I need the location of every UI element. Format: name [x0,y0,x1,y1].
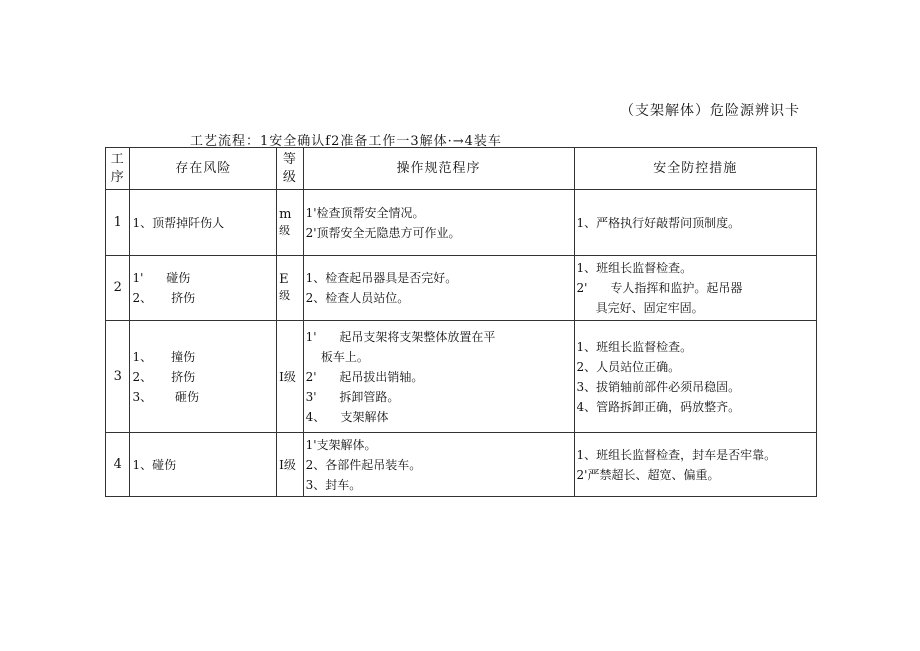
procedure-cell: 1、检查起吊器具是否完好。 2、检查人员站位。 [303,256,574,321]
hazard-table [105,147,817,497]
procedure-cell: 1' 起吊支架将支架整体放置在平 板车上。 2' 起吊拔出销轴。 3' 拆卸管路。 4、 支架解体 [303,321,574,433]
measures-cell: 1、班组长监督检查。 2' 专人指挥和监护。起吊器 具完好、固定牢固。 [574,256,816,321]
table-row [106,190,817,256]
risk-cell: 1' 碰伤 2、 挤伤 [130,256,277,321]
table-row [106,321,817,433]
header-grade: 等 级 [277,148,303,190]
header-row [106,148,817,190]
card-title: （支架解体）危险源辨识卡 [620,103,800,119]
table-row [106,433,817,497]
measures-cell: 1、严格执行好敲帮问顶制度。 [574,190,816,256]
header-procedure: 操作规范程序 [303,148,574,190]
header-risk: 存在风险 [130,148,277,190]
procedure-cell: 1'支架解体。 2、各部件起吊装车。 3、封车。 [303,433,574,497]
process-flow: 工艺流程：1安全确认f2准备工作一3解体·→4装车 [190,134,502,149]
step-number: 1 [106,190,130,256]
grade-cell: m 级 [277,190,303,256]
table-row [106,256,817,321]
risk-cell: 1、 撞伤 2、 挤伤 3、 砸伤 [130,321,277,433]
risk-cell: 1、碰伤 [130,433,277,497]
step-number: 4 [106,433,130,497]
header-step: 工 序 [106,148,130,190]
grade-cell: I级 [277,321,303,433]
header-measures: 安全防控措施 [574,148,816,190]
procedure-cell: 1'检查顶帮安全情况。 2'顶帮安全无隐患方可作业。 [303,190,574,256]
step-number: 3 [106,321,130,433]
measures-cell: 1、班组长监督检查，封车是否牢靠。 2'严禁超长、超宽、偏重。 [574,433,816,497]
risk-cell: 1、顶帮掉阡伤人 [130,190,277,256]
grade-cell: E 级 [277,256,303,321]
grade-cell: I级 [277,433,303,497]
step-number: 2 [106,256,130,321]
measures-cell: 1、班组长监督检查。 2、人员站位正确。 3、拔销轴前部件必须吊稳固。 4、管路拆卸正确，码放整齐。 [574,321,816,433]
